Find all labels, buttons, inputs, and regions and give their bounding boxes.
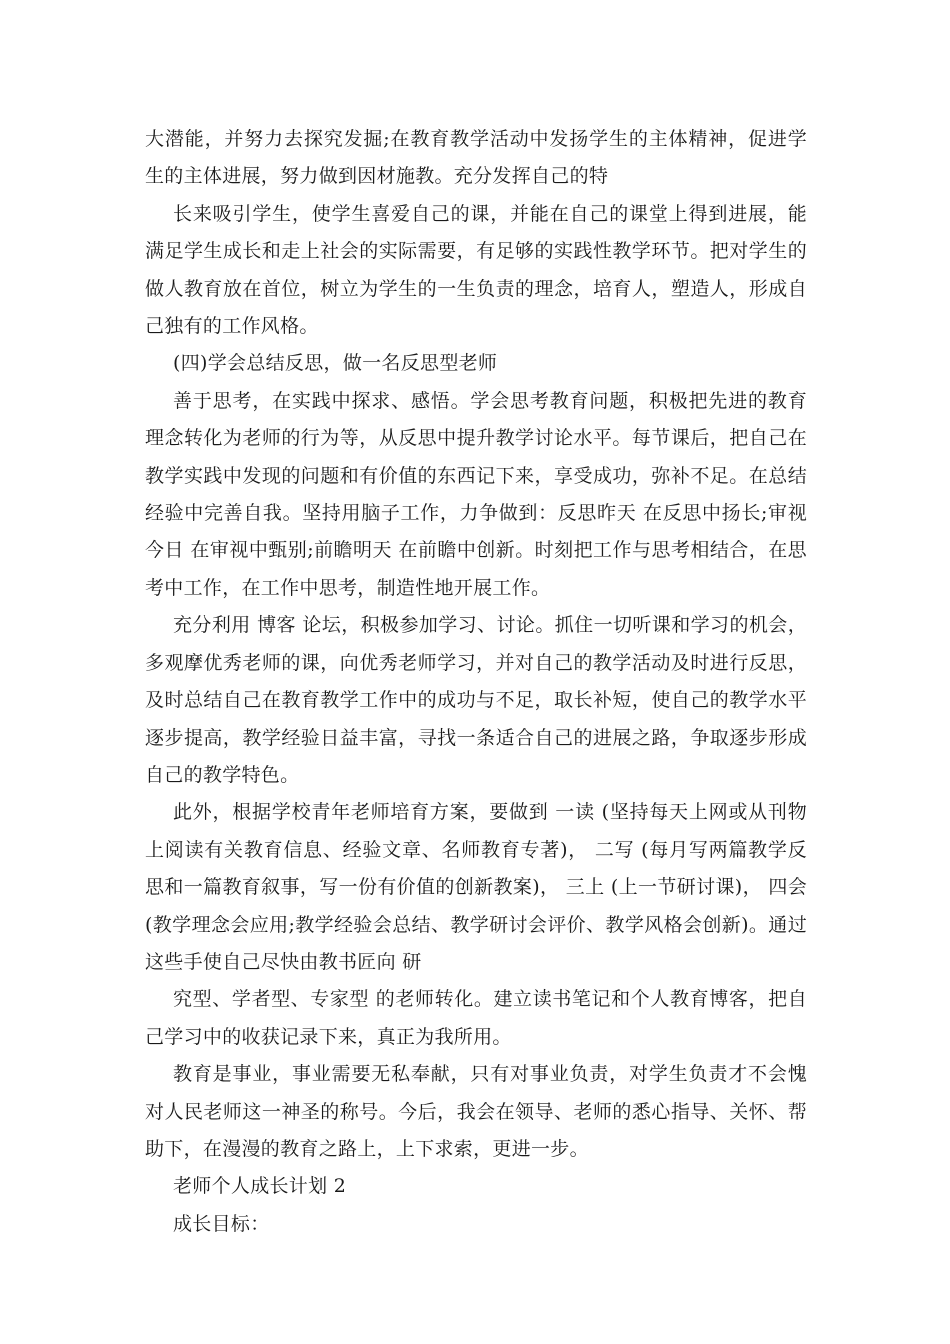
- section-title: 老师个人成长计划 2: [173, 1175, 347, 1198]
- paragraph: 究型、学者型、专家型 的老师转化。建立读书笔记和个人教育博客，把自己学习中的收获记录下来，真正为我所用。: [145, 988, 807, 1048]
- paragraph: 长来吸引学生，使学生喜爱自己的课，并能在自己的课堂上得到进展，能满足学生成长和走上社会的实际需要，有足够的实践性教学环节。把对学生的做人教育放在首位，树立为学生的一生负责的理念，培育人，塑造人，形成自己独有的工作风格。: [145, 202, 807, 338]
- paragraph: 教育是事业，事业需要无私奉献，只有对事业负责，对学生负责才不会愧对人民老师这一神圣的称号。今后，我会在领导、老师的悉心指导、关怀、帮助下，在漫漫的教育之路上，上下求索，更进一步。: [145, 1063, 807, 1160]
- paragraph: 善于思考，在实践中探求、感悟。学会思考教育问题，积极把先进的教育理念转化为老师的行为等，从反思中提升教学讨论水平。每节课后，把自己在教学实践中发现的问题和有价值的东西记下来，享受成功，弥补不足。在总结经验中完善自我。坚持用脑子工作，力争做到：反思昨天 在反思中扬长;审视今日 在审视中甄别;前瞻明天 在前瞻中创新。时刻把工作与思考相结合，在思考中工作，在工作中思考，制造性地开展工作。: [145, 389, 807, 599]
- document-body: [145, 121, 807, 1243]
- paragraph: 充分利用 博客 论坛，积极参加学习、讨论。抓住一切听课和学习的机会，多观摩优秀老师的课，向优秀老师学习，并对自己的教学活动及时进行反思，及时总结自己在教育教学工作中的成功与不足，取长补短，使自己的教学水平逐步提高，教学经验日益丰富，寻找一条适合自己的进展之路，争取逐步形成自己的教学特色。: [145, 614, 807, 786]
- paragraph: 大潜能，并努力去探究发掘;在教育教学活动中发扬学生的主体精神，促进学生的主体进展，努力做到因材施教。充分发挥自己的特: [145, 128, 807, 188]
- section-heading: (四)学会总结反思，做一名反思型老师: [173, 352, 498, 375]
- paragraph: 此外，根据学校青年老师培育方案，要做到 一读 (坚持每天上网或从刊物上阅读有关教育信息、经验文章、名师教育专著)， 二写 (每月写两篇教学反思和一篇教育叙事，写一份有价值的创新教案)， 三上 (上一节研讨课)， 四会 (教学理念会应用;教学经验会总结、教学研讨会评价、教学风格会创新)。通过这些手使自己尽快由教书匠向 研: [145, 801, 807, 973]
- section-subheading: 成长目标：: [173, 1212, 270, 1235]
